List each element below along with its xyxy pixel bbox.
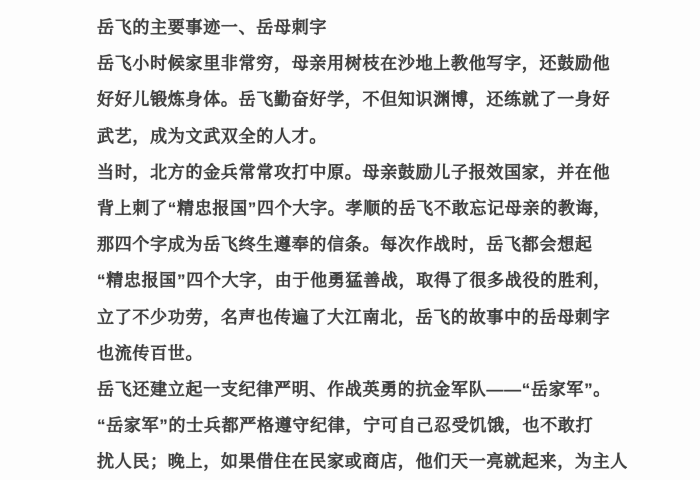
- text-line: “精忠报国”四个大字，由于他勇猛善战，取得了很多战役的胜利，: [97, 271, 611, 291]
- text-line: 岳飞小时候家里非常穷，母亲用树枝在沙地上教他写字，还鼓励他: [97, 54, 611, 74]
- text-line: 好好儿锻炼身体。岳飞勤奋好学，不但知识渊博，还练就了一身好: [97, 90, 611, 110]
- text-line: 当时，北方的金兵常常攻打中原。母亲鼓励儿子报效国家，并在他: [97, 162, 611, 182]
- text-line: 立了不少功劳，名声也传遍了大江南北，岳飞的故事中的岳母刺字: [97, 307, 611, 327]
- text-line: 岳飞还建立起一支纪律严明、作战英勇的抗金军队——“岳家军”。: [97, 379, 611, 399]
- text-line: 那四个字成为岳飞终生遵奉的信条。每次作战时，岳飞都会想起: [97, 235, 593, 255]
- text-line: 也流传百世。: [97, 343, 204, 363]
- document-text-block: [97, 10, 627, 480]
- text-line: 武艺，成为文武双全的人才。: [97, 126, 328, 146]
- text-line: “岳家军”的士兵都严格遵守纪律，宁可自己忍受饥饿，也不敢打: [97, 416, 594, 436]
- document-title: 岳飞的主要事迹一、岳母刺字: [97, 18, 328, 37]
- text-line-clipped: 扰人民；晚上，如果借住在民家或商店，他们天一亮就起来，为主人: [97, 452, 628, 472]
- text-line: 背上刺了“精忠报国”四个大字。孝顺的岳飞不敢忘记母亲的教诲，: [97, 198, 611, 218]
